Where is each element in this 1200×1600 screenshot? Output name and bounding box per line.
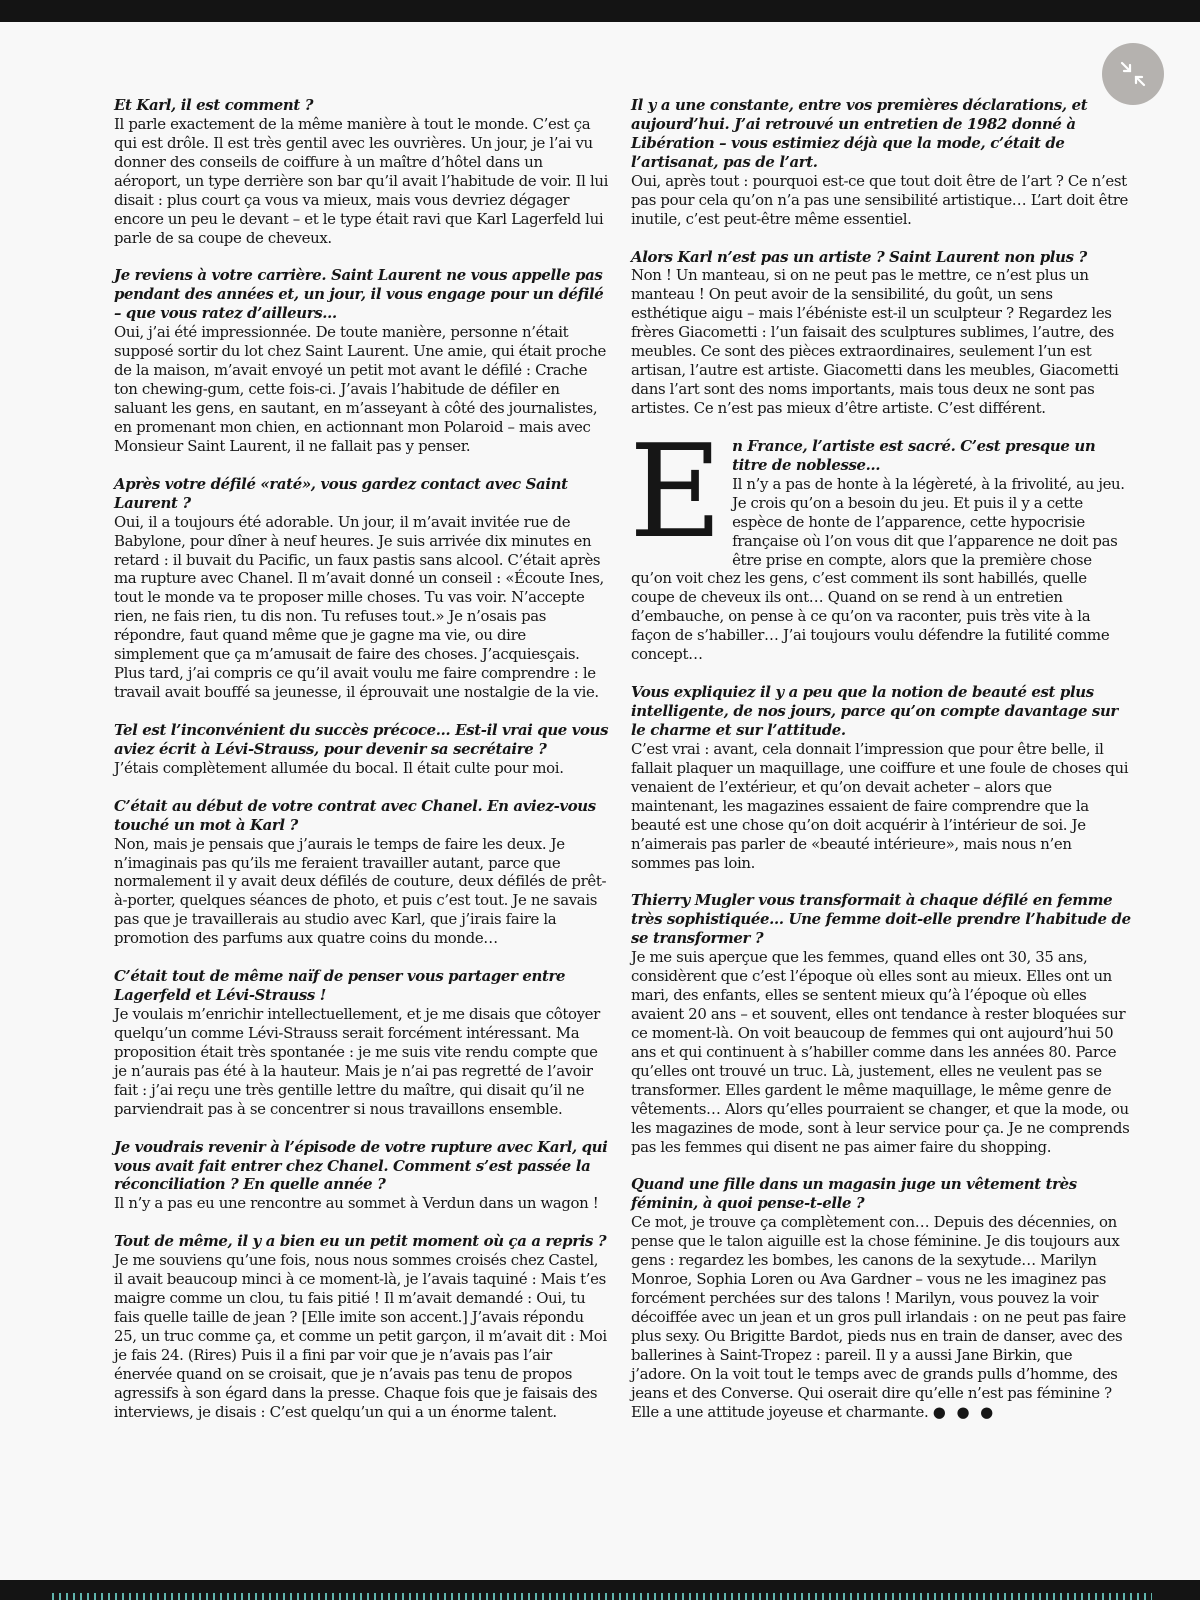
qa-block (114, 721, 610, 778)
question: C’était au début de votre contrat avec Chanel. En aviez-vous touché un mot à Karl ? (114, 796, 596, 834)
question: Il y a une constante, entre vos premières déclarations, et aujourd’hui. J’ai retrouvé un entretien de 1982 donné à Libération – vous estimiez déjà que la mode, c’était de l’artisanat, pas de l’art. (631, 96, 1088, 171)
answer: Oui, j’ai été impressionnée. De toute manière, personne n’était supposé sortir du lot chez Saint Laurent. Une amie, qui était proche de la maison, m’avait envoyé un petit mot avant le défilé : Crache ton chewing-gum, cette fois-ci. J’avais l’habitude de défiler en saluant les gens, en sautant, en m’asseyant à côté des journalistes, en promenant mon chien, en actionnant mon Polaroid – mais avec Monsieur Saint Laurent, il ne fallait pas y penser. (114, 323, 606, 455)
dropcap-qa-block (629, 417, 1131, 664)
question: Je reviens à votre carrière. Saint Laurent ne vous appelle pas pendant des années et, un jour, il vous engage pour un défilé – que vous ratez d’ailleurs… (114, 266, 604, 323)
answer (631, 1213, 1131, 1421)
answer: J’étais complètement allumée du bocal. Il était culte pour moi. (114, 758, 564, 777)
question: Thierry Mugler vous transformait à chaque défilé en femme très sophistiquée… Une femme doit-elle prendre l’habitude de se transformer ? (631, 891, 1131, 948)
question: Tel est l’inconvénient du succès précoce… Est-il vrai que vous aviez écrit à Lévi-Strauss, pour devenir sa secrétaire ? (114, 720, 609, 758)
answer: Non ! Un manteau, si on ne peut pas le mettre, ce n’est plus un manteau ! On peut avoir de la sensibilité, du goût, un sens esthétique aigu – mais l’ébéniste est-il un sculpteur ? Regardez les frères Giacometti : l’un faisait des sculptures sublimes, l’autre, des meubles. Ce sont des pièces extraordinaires, seulement l’un est artisan, l’autre est artiste. Giacometti dans les meubles, Giacometti dans l’art sont des noms importants, mais tous deux ne sont pas artistes. Ce n’est pas mieux d’être artiste. C’est différent. (631, 266, 1119, 417)
question: n France, l’artiste est sacré. C’est presque un titre de noblesse… (732, 436, 1096, 474)
qa-block (114, 266, 610, 455)
qa-block (114, 96, 610, 248)
drop-cap-letter: E (629, 417, 723, 567)
answer: Non, mais je pensais que j’aurais le temps de faire les deux. Je n’imaginais pas qu’ils me feraient travailler autant, parce que normalement il y avait deux défilés de couture, deux défilés de prêt-à-porter, quelques séances de photo, et puis c’est tout. Je ne savais pas que je travaillerais au studio avec Karl, que j’irais faire la promotion des parfums aux quatre coins du monde… (114, 834, 607, 948)
qa-block (631, 1175, 1131, 1421)
answer: Je me suis aperçue que les femmes, quand elles ont 30, 35 ans, considèrent que c’est l’époque où elles sont au mieux. Elles ont un mari, des enfants, elles se sentent mieux qu’à l’époque où elles avaient 20 ans – et souvent, elles ont tendance à rester bloquées sur ce moment-là. On voit beaucoup de femmes qui ont aujourd’hui 50 ans et qui continuent à s’habiller comme dans les années 80. Parce qu’elles ont trouvé un truc. Là, justement, elles ne veulent pas se transformer. Elles gardent le même maquillage, le même genre de vêtements… Alors qu’elles pourraient se changer, et que la mode, ou les magazines de mode, sont à leur service pour ça. Je ne comprends pas les femmes qui disent ne pas aimer faire du shopping. (631, 948, 1130, 1156)
top-bar (0, 0, 1200, 22)
question: Après votre défilé «raté», vous gardez contact avec Saint Laurent ? (114, 474, 568, 512)
question: Quand une fille dans un magasin juge un vêtement très féminin, à quoi pense-t-elle ? (631, 1175, 1077, 1213)
qa-block (631, 248, 1131, 418)
answer: Oui, après tout : pourquoi est-ce que tout doit être de l’art ? Ce n’est pas pour cela qu’on n’a pas une sensibilité artistique… L’art doit être inutile, c’est peut-être même essentiel. (631, 171, 1128, 228)
answer-text: Ce mot, je trouve ça complètement con… Depuis des décennies, on pense que le talon aiguille est la chose féminine. Je dis toujours aux gens : regardez les bombes, les canons de la sexytude… Marilyn Monroe, Sophia Loren ou Ava Gardner – vous ne les imaginez pas forcément perchées sur des talons ! Marilyn, vous pouvez la voir décoiffée avec un jean et un gros pull irlandais : on ne peut pas faire plus sexy. Ou Brigitte Bardot, pieds nus en train de danser, avec des ballerines à Saint-Tropez : pareil. Il y a aussi Jane Birkin, que j’adore. On la voit tout le temps avec de grands pulls d’homme, des jeans et des Converse. Qui oserait dire qu’elle n’est pas féminine ? Elle a une attitude joyeuse et charmante. (631, 1213, 1126, 1421)
qa-block (114, 967, 610, 1119)
answer: Oui, il a toujours été adorable. Un jour, il m’avait invitée rue de Babylone, pour dîner à neuf heures. Je suis arrivée dix minutes en retard : il buvait du Pacific, un faux pastis sans alcool. C’était après ma rupture avec Chanel. Il m’avait donné un conseil : «Écoute Ines, tout le monde va te proposer mille choses. Tu vas voir. N’accepte rien, ne fais rien, tu dis non. Tu refuses tout.» Je n’osais pas répondre, faut quand même que je gagne ma vie, ou dire simplement que ça m’amusait de faire des choses. J’acquiesçais. Plus tard, j’ai compris ce qu’il avait voulu me faire comprendre : le travail avait bouffé sa jeunesse, il éprouvait une nostalgie de la vie. (114, 512, 604, 702)
question: Tout de même, il y a bien eu un petit moment où ça a repris ? (114, 1232, 607, 1251)
qa-block (631, 96, 1131, 229)
answer: Il n’y a pas eu une rencontre au sommet à Verdun dans un wagon ! (114, 1194, 599, 1213)
qa-block (114, 797, 610, 949)
qa-block (631, 891, 1131, 1156)
question: Alors Karl n’est pas un artiste ? Saint Laurent non plus ? (631, 247, 1087, 266)
question: C’était tout de même naïf de penser vous partager entre Lagerfeld et Lévi-Strauss ! (114, 967, 566, 1005)
qa-block (631, 683, 1131, 872)
question: Et Karl, il est comment ? (114, 96, 314, 114)
page-scrubber[interactable] (52, 1593, 1152, 1600)
answer: C’est vrai : avant, cela donnait l’impression que pour être belle, il fallait plaquer un maquillage, une coiffure et une foule de choses qui venaient de l’extérieur, et qu’on devait acheter – alors que maintenant, les magazines essaient de faire comprendre que la beauté est une chose qu’on doit acquérir à l’intérieur de soi. Je n’aimerais pas parler de «beauté intérieure», mais nous n’en sommes pas loin. (631, 739, 1129, 872)
qa-block (114, 1232, 610, 1421)
right-column (631, 96, 1131, 1441)
qa-block (114, 475, 610, 702)
answer: Je voulais m’enrichir intellectuellement, et je me disais que côtoyer quelqu’un comme Lévi-Strauss serait forcément intéressant. Ma proposition était très spontanée : je me suis vite rendu compte que je n’aurais pas été à la hauteur. Mais je n’ai pas regretté de l’avoir fait : j’ai reçu une très gentille lettre du maître, qui disait qu’il ne parviendrait pas à se concentrer si nous travaillons ensemble. (114, 1005, 600, 1118)
question: Je voudrais revenir à l’épisode de votre rupture avec Karl, qui vous avait fait entrer chez Chanel. Comment s’est passée la réconciliation ? En quelle année ? (114, 1137, 608, 1194)
answer: Il parle exactement de la même manière à tout le monde. C’est ça qui est drôle. Il est très gentil avec les ouvrières. Un jour, je l’ai vu donner des conseils de coiffure à un maître d’hôtel dans un aéroport, un type derrière son bar qu’il avait l’habitude de voir. Il lui disait : plus court ça vous va mieux, mais vous devriez dégager encore un peu le devant – et le type était ravi que Karl Lagerfeld lui parle de sa coupe de cheveux. (114, 114, 609, 247)
qa-block (114, 1138, 610, 1214)
answer: Je me souviens qu’une fois, nous nous sommes croisés chez Castel, il avait beaucoup minci à ce moment-là, je l’avais taquiné : Mais t’es maigre comme un clou, tu fais pitié ! Il m’avait demandé : Oui, tu fais quelle taille de jean ? [Elle imite son accent.] J’avais répondu 25, un truc comme ça, et comme un petit garçon, il m’avait dit : Moi je fais 24. (Rires) Puis il a fini par voir que je n’avais pas l’air énervée quand on se croisait, que je n’avais pas tenu de propos agressifs à son égard dans la presse. Chaque fois que je faisais des interviews, je disais : C’est quelqu’un qui a un énorme talent. (114, 1251, 607, 1421)
question: Vous expliquiez il y a peu que la notion de beauté est plus intelligente, de nos jours, parce qu’on compte davantage sur le charme et sur l’attitude. (631, 683, 1118, 739)
answer: Il n’y a pas de honte à la légèreté, à la frivolité, au jeu. Je crois qu’on a besoin du jeu. Et puis il y a cette espèce de honte de l’apparence, cette hypocrisie française où l’on vous dit que l’apparence ne doit pas être prise en compte, alors que la première chose qu’on voit chez les gens, c’est comment ils sont habillés, quelle coupe de cheveux ils ont… Quand on se rend à un entretien d’embauche, on pense à ce qu’on va raconter, puis très vite à la façon de s’habiller… J’ai toujours voulu défendre la futilité comme concept… (631, 474, 1125, 664)
end-mark: ● ● ● (932, 1402, 997, 1421)
left-column (114, 96, 610, 1441)
